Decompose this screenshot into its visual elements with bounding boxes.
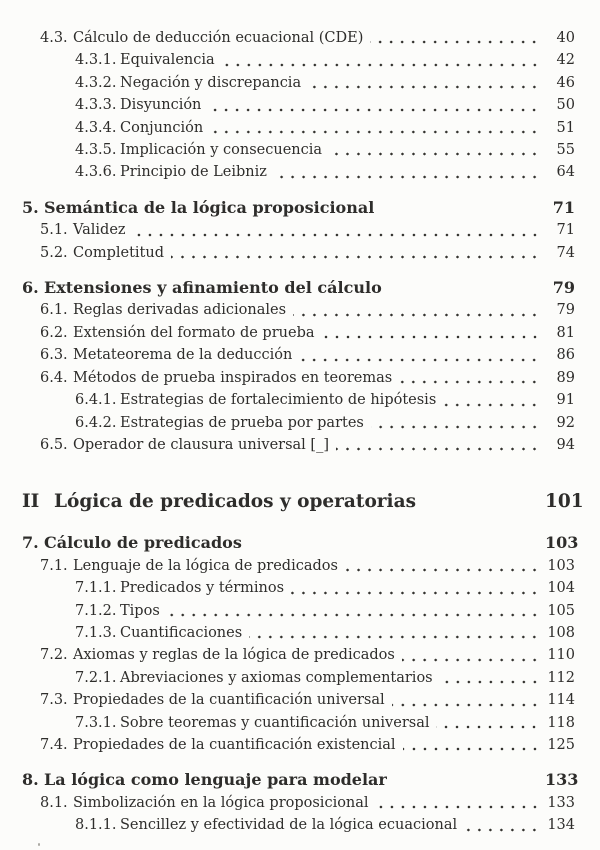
toc-entry-7-1-2 — [22, 600, 575, 622]
dot-leader — [249, 546, 540, 550]
dot-leader — [329, 152, 540, 156]
entry-number: 7.1.3. — [75, 624, 117, 641]
toc-entry-7-2-1 — [22, 667, 575, 689]
entry-title: Axiomas y reglas de la lógica de predicados — [73, 647, 395, 664]
entry-page-number: 94 — [556, 436, 575, 453]
dot-leader — [423, 506, 540, 510]
entry-title: Predicados y términos — [120, 580, 285, 597]
entry-page-number: 81 — [556, 324, 575, 341]
toc-entry-6-4-1 — [22, 389, 575, 411]
dot-leader — [299, 358, 540, 362]
dot-leader — [381, 210, 540, 214]
entry-page-number: 55 — [556, 142, 575, 159]
entry-page-number: 114 — [547, 692, 575, 709]
toc-entry-8-1 — [22, 792, 575, 814]
entry-number: 7.4. — [40, 736, 68, 753]
entry-number: 7.3.1. — [75, 714, 117, 731]
entry-title: Lenguaje de la lógica de predicados — [73, 557, 338, 574]
entry-page-number: 42 — [556, 52, 575, 69]
toc-entry-4-3 — [22, 27, 575, 49]
entry-title: La lógica como lenguaje para modelar — [44, 770, 387, 790]
entry-page-number: 133 — [547, 794, 575, 811]
toc-entry-4-3-1 — [22, 49, 575, 71]
entry-page-number: 71 — [552, 197, 575, 217]
toc-entry-7-1-3 — [22, 622, 575, 644]
entry-title: Completitud — [73, 244, 164, 261]
toc-entry-6 — [22, 277, 575, 299]
entry-page-number: 110 — [547, 647, 575, 664]
entry-title: Propiedades de la cuantificación universal — [73, 692, 385, 709]
entry-title: Métodos de prueba inspirados en teoremas — [73, 369, 393, 386]
entry-title: Abreviaciones y axiomas complementarios — [120, 669, 433, 686]
entry-title: Equivalencia — [120, 52, 215, 69]
entry-title: Estrategias de fortalecimiento de hipótesis — [120, 392, 437, 409]
toc-entry-8-1-1 — [22, 814, 575, 836]
dot-leader — [293, 313, 540, 317]
entry-page-number: 71 — [556, 222, 575, 239]
entry-number: II — [22, 491, 40, 513]
entry-page-number: 79 — [552, 278, 575, 298]
dot-leader — [249, 635, 540, 639]
entry-title: Reglas derivadas adicionales — [73, 302, 287, 319]
toc-entry-7-3 — [22, 689, 575, 711]
entry-number: 8. — [22, 770, 39, 790]
toc-entry-4-3-5 — [22, 139, 575, 161]
entry-number: 4.3. — [40, 30, 68, 46]
dot-leader — [274, 175, 540, 179]
dot-leader — [436, 725, 540, 729]
entry-title: Sobre teoremas y cuantificación universal — [120, 714, 430, 731]
entry-title: Validez — [73, 222, 126, 239]
entry-number: 6.2. — [40, 324, 68, 341]
entry-title: Lógica de predicados y operatorias — [54, 491, 416, 513]
entry-number: 7. — [22, 533, 39, 553]
toc-entry-5-1 — [22, 219, 575, 241]
entry-page-number: 133 — [545, 770, 579, 790]
toc-entry-7-4 — [22, 734, 575, 756]
entry-number: 7.1.2. — [75, 602, 117, 619]
entry-title: Propiedades de la cuantificación existencial — [73, 736, 396, 753]
toc-entry-4-3-3 — [22, 94, 575, 116]
entry-title: Cálculo de predicados — [44, 533, 242, 553]
entry-title: Disyunción — [120, 97, 202, 114]
entry-number: 6.3. — [40, 347, 68, 364]
entry-page-number: 105 — [547, 602, 575, 619]
dot-leader — [370, 40, 540, 44]
toc-entry-6-5 — [22, 434, 575, 456]
entry-title: Metateorema de la deducción — [73, 347, 293, 364]
entry-title: Conjunción — [120, 119, 204, 136]
entry-number: 4.3.2. — [75, 74, 117, 91]
toc-entry-7-1 — [22, 555, 575, 577]
entry-title: Cuantificaciones — [120, 624, 243, 641]
dot-leader — [464, 828, 540, 832]
toc-entry-6-2 — [22, 322, 575, 344]
dot-leader — [389, 290, 540, 294]
dot-leader — [210, 130, 540, 134]
entry-title: Principio de Leibniz — [120, 164, 267, 181]
entry-page-number: 79 — [556, 302, 575, 319]
toc-entry-4-3-2 — [22, 72, 575, 94]
toc-entry-7-2 — [22, 644, 575, 666]
dot-leader — [133, 233, 540, 237]
dot-leader — [345, 568, 540, 572]
entry-number: 4.3.3. — [75, 97, 117, 114]
dot-leader — [402, 658, 540, 662]
entry-page-number: 108 — [547, 624, 575, 641]
dot-leader — [376, 805, 540, 809]
entry-number: 7.3. — [40, 692, 68, 709]
dot-leader — [208, 108, 540, 112]
toc-entry-7-1-1 — [22, 577, 575, 599]
entry-page-number: 92 — [556, 414, 575, 431]
entry-title: Cálculo de deducción ecuacional (CDE) — [73, 30, 364, 46]
entry-number: 6.1. — [40, 302, 68, 319]
entry-number: 4.3.1. — [75, 52, 117, 69]
toc-entry-5-2 — [22, 242, 575, 264]
entry-number: 6.4.2. — [75, 414, 117, 431]
dot-leader — [171, 255, 540, 259]
entry-page-number: 74 — [556, 244, 575, 261]
toc-entry-6-4-2 — [22, 412, 575, 434]
toc-entry-4-3-4 — [22, 117, 575, 139]
entry-page-number: 51 — [556, 119, 575, 136]
entry-page-number: 40 — [556, 30, 575, 46]
toc-entry-7 — [22, 532, 579, 554]
entry-number: 6. — [22, 278, 39, 298]
entry-page-number: 101 — [545, 491, 584, 513]
entry-page-number: 91 — [556, 392, 575, 409]
entry-number: 7.1.1. — [75, 580, 117, 597]
entry-title: Semántica de la lógica proposicional — [44, 197, 375, 217]
entry-title: Simbolización en la lógica proposicional — [73, 794, 369, 811]
entry-number: 4.3.4. — [75, 119, 117, 136]
entry-number: 6.5. — [40, 436, 68, 453]
entry-number: 4.3.5. — [75, 142, 117, 159]
entry-title: Implicación y consecuencia — [120, 142, 323, 159]
entry-title: Extensiones y afinamiento del cálculo — [44, 278, 382, 298]
dot-leader — [322, 335, 541, 339]
entry-page-number: 103 — [545, 533, 579, 553]
entry-page-number: 103 — [547, 557, 575, 574]
entry-page-number: 118 — [547, 714, 575, 731]
entry-page-number: 104 — [547, 580, 575, 597]
dot-leader — [399, 380, 540, 384]
entry-title: Sencillez y efectividad de la lógica ecuacional — [120, 817, 458, 834]
entry-title: Extensión del formato de prueba — [73, 324, 315, 341]
dot-leader — [394, 783, 540, 787]
dot-leader — [392, 703, 540, 707]
dot-leader — [403, 747, 540, 751]
entry-page-number: 86 — [556, 347, 575, 364]
dot-leader — [167, 613, 540, 617]
dot-leader — [443, 403, 540, 407]
entry-page-number: 64 — [556, 164, 575, 181]
toc-entry-6-3 — [22, 344, 575, 366]
entry-number: 6.4.1. — [75, 392, 117, 409]
entry-page-number: 46 — [556, 74, 575, 91]
entry-number: 5.2. — [40, 244, 68, 261]
entry-number: 5.1. — [40, 222, 68, 239]
entry-title: Negación y discrepancia — [120, 74, 302, 91]
entry-number: 4.3.6. — [75, 164, 117, 181]
entry-page-number: 125 — [547, 736, 575, 753]
entry-page-number: 112 — [547, 669, 575, 686]
entry-page-number: 50 — [556, 97, 575, 114]
entry-title: Estrategias de prueba por partes — [120, 414, 364, 431]
scan-speck — [38, 843, 40, 846]
entry-number: 5. — [22, 197, 39, 217]
toc-entry-ii — [22, 489, 584, 515]
entry-title: Operador de clausura universal [_] — [73, 436, 329, 453]
toc-entry-6-1 — [22, 299, 575, 321]
entry-number: 8.1. — [40, 794, 68, 811]
toc-entry-5 — [22, 197, 575, 219]
entry-number: 6.4. — [40, 369, 68, 386]
toc-entry-4-3-6 — [22, 161, 575, 183]
entry-number: 7.2.1. — [75, 669, 117, 686]
dot-leader — [440, 680, 540, 684]
toc-entry-8 — [22, 769, 579, 791]
dot-leader — [336, 447, 540, 451]
entry-title: Tipos — [120, 602, 160, 619]
dot-leader — [371, 425, 540, 429]
entry-number: 7.2. — [40, 647, 68, 664]
entry-number: 7.1. — [40, 557, 68, 574]
entry-page-number: 134 — [547, 817, 575, 834]
toc-entry-6-4 — [22, 367, 575, 389]
toc — [22, 27, 584, 837]
dot-leader — [222, 63, 540, 67]
dot-leader — [308, 85, 540, 89]
dot-leader — [291, 591, 540, 595]
entry-number: 8.1.1. — [75, 817, 117, 834]
entry-page-number: 89 — [556, 369, 575, 386]
toc-entry-7-3-1 — [22, 712, 575, 734]
